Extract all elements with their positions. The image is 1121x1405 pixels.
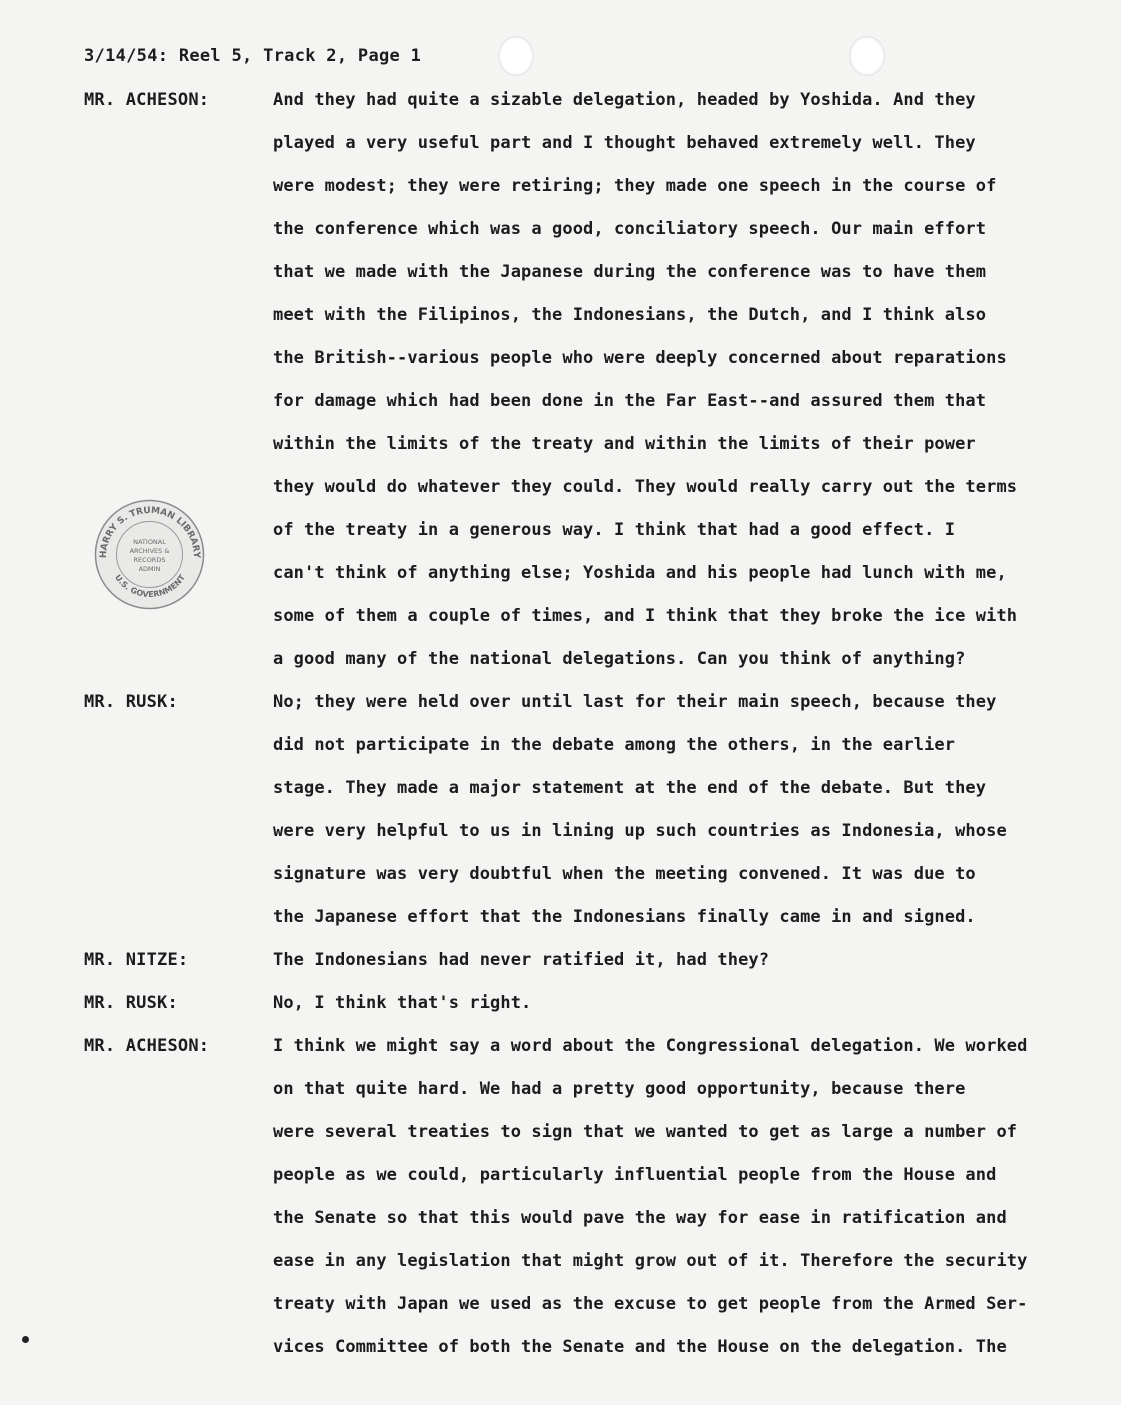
stamp-center-line: RECORDS: [133, 556, 166, 564]
transcript-line: were very helpful to us in lining up such countries as Indonesia, whose: [273, 821, 1007, 841]
transcript-line: were several treaties to sign that we wanted to get as large a number of: [273, 1122, 1018, 1142]
speaker-label: MR. RUSK:: [84, 692, 178, 712]
stamp-center-line: ADMIN: [138, 565, 161, 573]
stamp-center-line: NATIONAL: [133, 538, 166, 546]
punch-hole-right: [849, 36, 885, 76]
transcript-line: did not participate in the debate among the others, in the earlier: [273, 735, 956, 755]
transcript-line: vices Committee of both the Senate and the House on the delegation. The: [273, 1337, 1007, 1357]
speaker-label: MR. NITZE:: [84, 950, 189, 970]
speaker-label: MR. RUSK:: [84, 993, 178, 1013]
speaker-label: MR. ACHESON:: [84, 1036, 210, 1056]
transcript-line: on that quite hard. We had a pretty good opportunity, because there: [273, 1079, 966, 1099]
transcript-line: the British--various people who were deeply concerned about reparations: [273, 348, 1007, 368]
transcript-line: stage. They made a major statement at the end of the debate. But they: [273, 778, 987, 798]
transcript-line: the conference which was a good, conciliatory speech. Our main effort: [273, 219, 987, 239]
transcript-line: people as we could, particularly influential people from the House and: [273, 1165, 997, 1185]
transcript-line: the Japanese effort that the Indonesians finally came in and signed.: [273, 907, 976, 927]
transcript-line: they would do whatever they could. They would really carry out the terms: [273, 477, 1018, 497]
stamp-outer-top: HARRY S. TRUMAN LIBRARY: [98, 505, 202, 559]
transcript-line: meet with the Filipinos, the Indonesians, the Dutch, and I think also: [273, 305, 987, 325]
punch-hole-left: [498, 36, 534, 76]
transcript-line: a good many of the national delegations. Can you think of anything?: [273, 649, 966, 669]
transcript-line: can't think of anything else; Yoshida and his people had lunch with me,: [273, 563, 1007, 583]
speaker-label: MR. ACHESON:: [84, 90, 210, 110]
transcript-line: And they had quite a sizable delegation, headed by Yoshida. And they: [273, 90, 976, 110]
stamp-center-line: ARCHIVES &: [129, 547, 170, 555]
transcript-line: The Indonesians had never ratified it, had they?: [273, 950, 770, 970]
transcript-line: the Senate so that this would pave the way for ease in ratification and: [273, 1208, 1007, 1228]
transcript-line: for damage which had been done in the Far East--and assured them that: [273, 391, 987, 411]
transcript-line: that we made with the Japanese during the conference was to have them: [273, 262, 987, 282]
archive-stamp: [92, 497, 207, 612]
transcript-line: played a very useful part and I thought behaved extremely well. They: [273, 133, 976, 153]
transcript-line: signature was very doubtful when the meeting convened. It was due to: [273, 864, 976, 884]
transcript-line: were modest; they were retiring; they made one speech in the course of: [273, 176, 997, 196]
stamp-outer-bottom: U.S. GOVERNMENT: [113, 573, 187, 600]
transcript-line: treaty with Japan we used as the excuse to get people from the Armed Ser-: [273, 1294, 1028, 1314]
transcript-line: ease in any legislation that might grow out of it. Therefore the security: [273, 1251, 1028, 1271]
transcript-line: No; they were held over until last for their main speech, because they: [273, 692, 997, 712]
transcript-line: within the limits of the treaty and within the limits of their power: [273, 434, 976, 454]
page-header: 3/14/54: Reel 5, Track 2, Page 1: [84, 46, 422, 66]
transcript-line: No, I think that's right.: [273, 993, 532, 1013]
transcript-line: I think we might say a word about the Congressional delegation. We worked: [273, 1036, 1028, 1056]
transcript-line: of the treaty in a generous way. I think that had a good effect. I: [273, 520, 956, 540]
transcript-line: some of them a couple of times, and I think that they broke the ice with: [273, 606, 1018, 626]
stray-mark: [22, 1336, 29, 1343]
